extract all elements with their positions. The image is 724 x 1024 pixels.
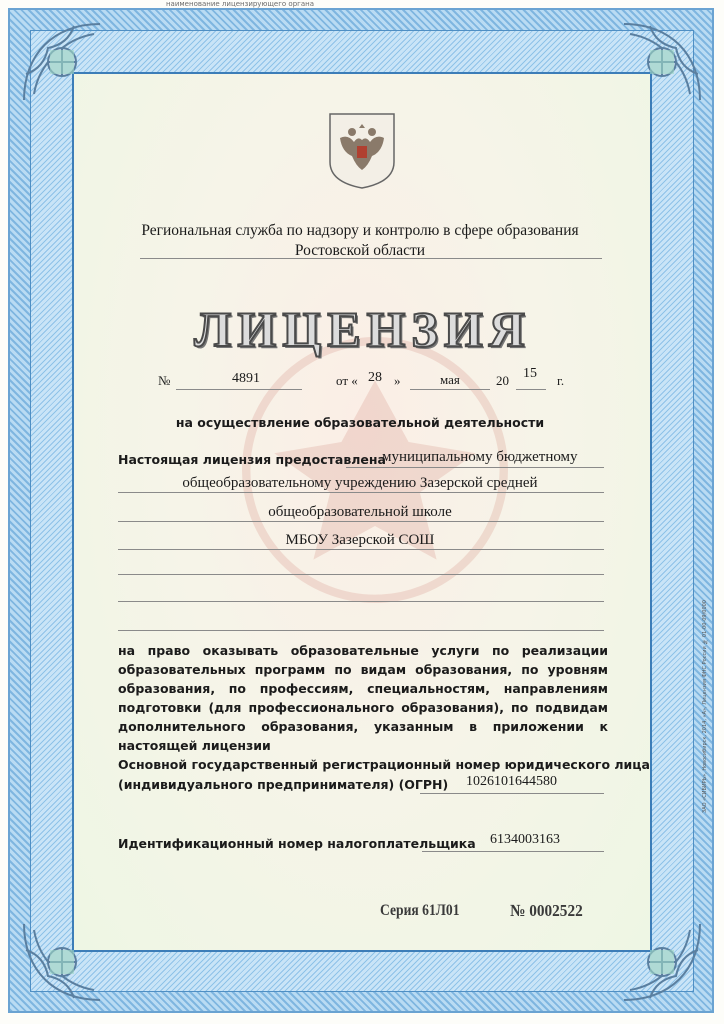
inn-label: Идентификационный номер налогоплательщика	[118, 836, 476, 851]
form-number: № 0002522	[510, 901, 583, 920]
agency-name-line1: Региональная служба по надзору и контролю в сфере образования	[141, 222, 579, 239]
ogrn-value: 1026101644580	[466, 774, 557, 789]
license-purpose: на осуществление образовательной деятельности	[175, 415, 545, 430]
ogrn-label-line1: Основной государственный регистрационный номер юридического лица	[118, 757, 650, 772]
organization-line3: общеобразовательной школе	[268, 504, 452, 520]
document-title: ЛИЦЕНЗИЯ	[194, 301, 531, 357]
form-series: Серия 61Л01	[380, 902, 460, 919]
organization-line2: общеобразовательному учреждению Зазерской средней	[182, 475, 538, 491]
license-year: 15	[523, 366, 537, 381]
org-underline3	[118, 521, 604, 522]
corner-ornament-icon	[614, 14, 710, 110]
granted-label: Настоящая лицензия предоставлена	[118, 452, 386, 467]
organization-short-name: МБОУ Зазерской СОШ	[285, 532, 435, 548]
month-underline	[410, 389, 490, 390]
organization-line1: муниципальному бюджетному	[382, 449, 578, 465]
year-underline	[516, 389, 546, 390]
number-underline	[176, 389, 302, 390]
corner-ornament-icon	[14, 914, 110, 1010]
corner-ornament-icon	[614, 914, 710, 1010]
org-underline1	[346, 467, 604, 468]
ogrn-underline	[420, 793, 604, 794]
ogrn-label-line2: (индивидуального предпринимателя) (ОГРН)	[118, 777, 449, 792]
year-prefix: 20	[496, 373, 509, 388]
inn-value: 6134003163	[490, 832, 560, 847]
license-day: 28	[368, 370, 382, 385]
printer-info: ЗАО «СИБИРЬ», Новосибирск, 2014, «А», Лицензия ФНС России № 01-00-09/0000	[702, 600, 708, 813]
coat-of-arms-icon	[326, 110, 398, 190]
license-number: 4891	[232, 371, 260, 386]
date-prefix: от «	[336, 373, 358, 388]
blank-line1	[118, 574, 604, 575]
year-end: г.	[557, 373, 565, 388]
number-prefix: №	[158, 373, 171, 388]
agency-caption: наименование лицензирующего органа	[165, 0, 314, 8]
blank-line2	[118, 601, 604, 602]
agency-underline	[140, 258, 602, 259]
inn-underline	[422, 851, 604, 852]
rights-paragraph: на право оказывать образовательные услуги по реализации образовательных программ по видам образования, по уровням образования, по профессиям, специальностям, направлениям подготовки (для профессионального образования), по подвидам дополнительного образования, указанным в приложении к настоящей лицензии	[118, 643, 608, 753]
license-month: мая	[440, 372, 460, 387]
date-mid: »	[394, 373, 401, 388]
blank-line3	[118, 630, 604, 631]
org-underline2	[118, 492, 604, 493]
corner-ornament-icon	[14, 14, 110, 110]
agency-name-line2: Ростовской области	[294, 242, 426, 259]
org-underline4	[118, 549, 604, 550]
